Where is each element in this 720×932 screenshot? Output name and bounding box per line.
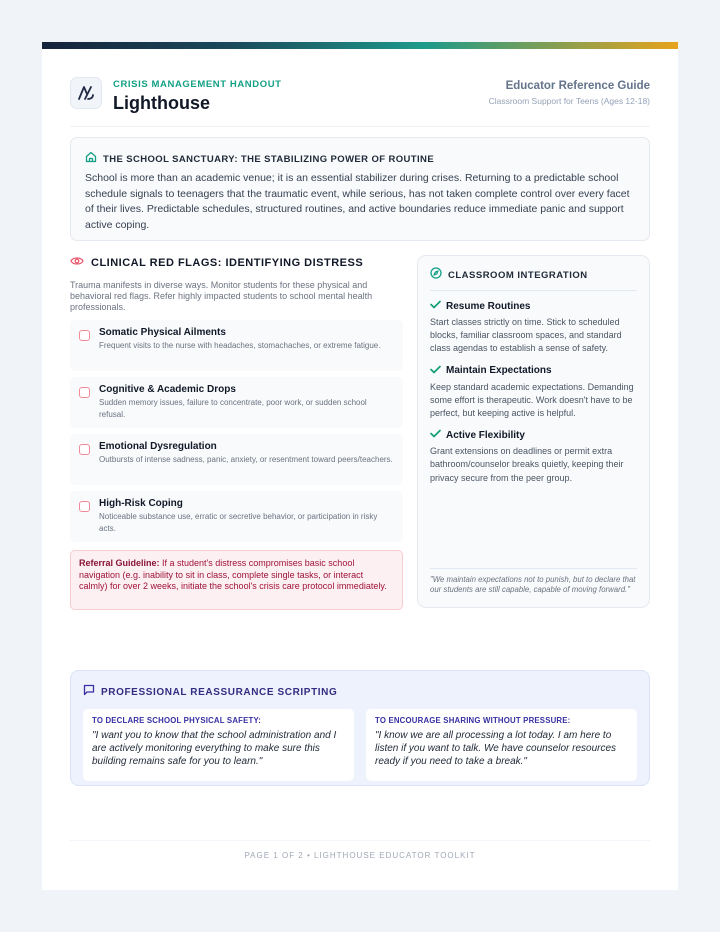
script-text: "I know we are all processing a lot today. I am here to listen if you want to talk. We have counselor resources ready if you need to take a break." (375, 730, 617, 768)
list-item (430, 365, 637, 421)
list-item (430, 300, 637, 356)
flag-title: Cognitive & Academic Drops (99, 384, 236, 395)
integration-item-desc: Start classes strictly on time. Stick to scheduled blocks, familiar classroom spaces, and standard class agendas to establish a sense of safety. (430, 317, 622, 354)
footer-divider (70, 840, 650, 841)
flag-title: Somatic Physical Ailments (99, 327, 226, 338)
flag-description: Noticeable substance use, erratic or secretive behavior, or participation in risky acts. (99, 512, 378, 533)
red-flags-intro: Trauma manifests in diverse ways. Monitor students for these physical and behavioral red flags. Refer highly impacted students to school mental health professionals. (70, 280, 373, 312)
flag-description: Outbursts of intense sadness, panic, anxiety, or resentment toward peers/teachers. (99, 455, 393, 464)
page-footer: PAGE 1 OF 2 • LIGHTHOUSE EDUCATOR TOOLKIT (244, 851, 476, 860)
home-icon (85, 150, 97, 168)
script-label: TO DECLARE SCHOOL PHYSICAL SAFETY: (92, 716, 262, 725)
scripting-title: PROFESSIONAL REASSURANCE SCRIPTING (101, 686, 338, 698)
checkbox[interactable] (79, 387, 90, 398)
referral-label: Referral Guideline: (79, 558, 160, 568)
check-icon (430, 429, 441, 441)
checkbox[interactable] (79, 444, 90, 455)
gradient-top-bar (42, 42, 678, 49)
page-header (70, 76, 650, 126)
integration-quote: "We maintain expectations not to punish, but to declare that our students are still capable, capable of moving forward." (430, 568, 637, 595)
handout-kicker: CRISIS MANAGEMENT HANDOUT (113, 79, 282, 90)
integration-item-title: Maintain Expectations (446, 365, 552, 377)
list-item (70, 434, 403, 485)
integration-divider (430, 290, 637, 291)
referral-guideline-box (70, 550, 403, 610)
compass-icon (430, 266, 442, 284)
red-flags-section (70, 254, 403, 610)
integration-item-desc: Grant extensions on deadlines or permit extra bathroom/counselor breaks quietly, keeping their privacy secure from the peer group. (430, 446, 624, 483)
list-item (70, 377, 403, 428)
check-icon (430, 365, 441, 377)
chat-icon (83, 683, 95, 701)
red-flags-title: CLINICAL RED FLAGS: IDENTIFYING DISTRESS (91, 257, 364, 269)
check-icon (430, 300, 441, 312)
classroom-integration-card (417, 255, 650, 608)
reference-guide-subtitle: Classroom Support for Teens (Ages 12-18) (488, 96, 650, 106)
integration-item-title: Resume Routines (446, 300, 531, 312)
integration-item-title: Active Flexibility (446, 429, 525, 441)
flag-description: Frequent visits to the nurse with headaches, stomachaches, or extreme fatigue. (99, 341, 381, 350)
referral-text: If a student's distress compromises basic school navigation (e.g. inability to sit in class, complete single tasks, or interact calmly) for over 2 weeks, initiate the school's crisis care protocol immediately. (79, 558, 387, 591)
eye-icon (70, 254, 84, 272)
list-item (70, 491, 403, 542)
script-card (83, 709, 354, 781)
integration-title: CLASSROOM INTEGRATION (448, 269, 588, 281)
integration-item-desc: Keep standard academic expectations. Demanding some effort is therapeutic. Work doesn't have to be perfect, but keeping active is helpful. (430, 381, 634, 419)
checkbox[interactable] (79, 330, 90, 341)
sanctuary-body: School is more than an academic venue; it is an essential stabilizer during crises. Returning to a predictable school schedule signals to teenagers that the traumatic event, while serious, has not taken complete control over every facet of their lives. Predictable schedules, structured routines, and active boundaries reduce immediate panic and support active coping. (85, 172, 630, 231)
red-flag-list (70, 320, 403, 542)
checkbox[interactable] (79, 501, 90, 512)
flag-title: Emotional Dysregulation (99, 441, 217, 452)
brand-title: Lighthouse (113, 93, 210, 113)
sanctuary-callout (70, 137, 650, 241)
reassurance-scripting-section (70, 670, 650, 786)
script-label: TO ENCOURAGE SHARING WITHOUT PRESSURE: (375, 716, 571, 725)
handout-page (42, 42, 678, 890)
script-card (366, 709, 637, 781)
flag-title: High-Risk Coping (99, 498, 183, 509)
list-item (430, 429, 637, 485)
script-text: "I want you to know that the school administration and I are actively monitoring everything to make sure this building remains safe for you to learn." (92, 730, 337, 768)
sanctuary-title: THE SCHOOL SANCTUARY: THE STABILIZING POWER OF ROUTINE (103, 153, 435, 165)
lighthouse-logo-icon (70, 77, 102, 109)
list-item (70, 320, 403, 371)
flag-description: Sudden memory issues, failure to concentrate, poor work, or sudden school refusal. (99, 398, 367, 419)
reference-guide-title: Educator Reference Guide (505, 80, 650, 92)
header-divider (70, 126, 650, 127)
